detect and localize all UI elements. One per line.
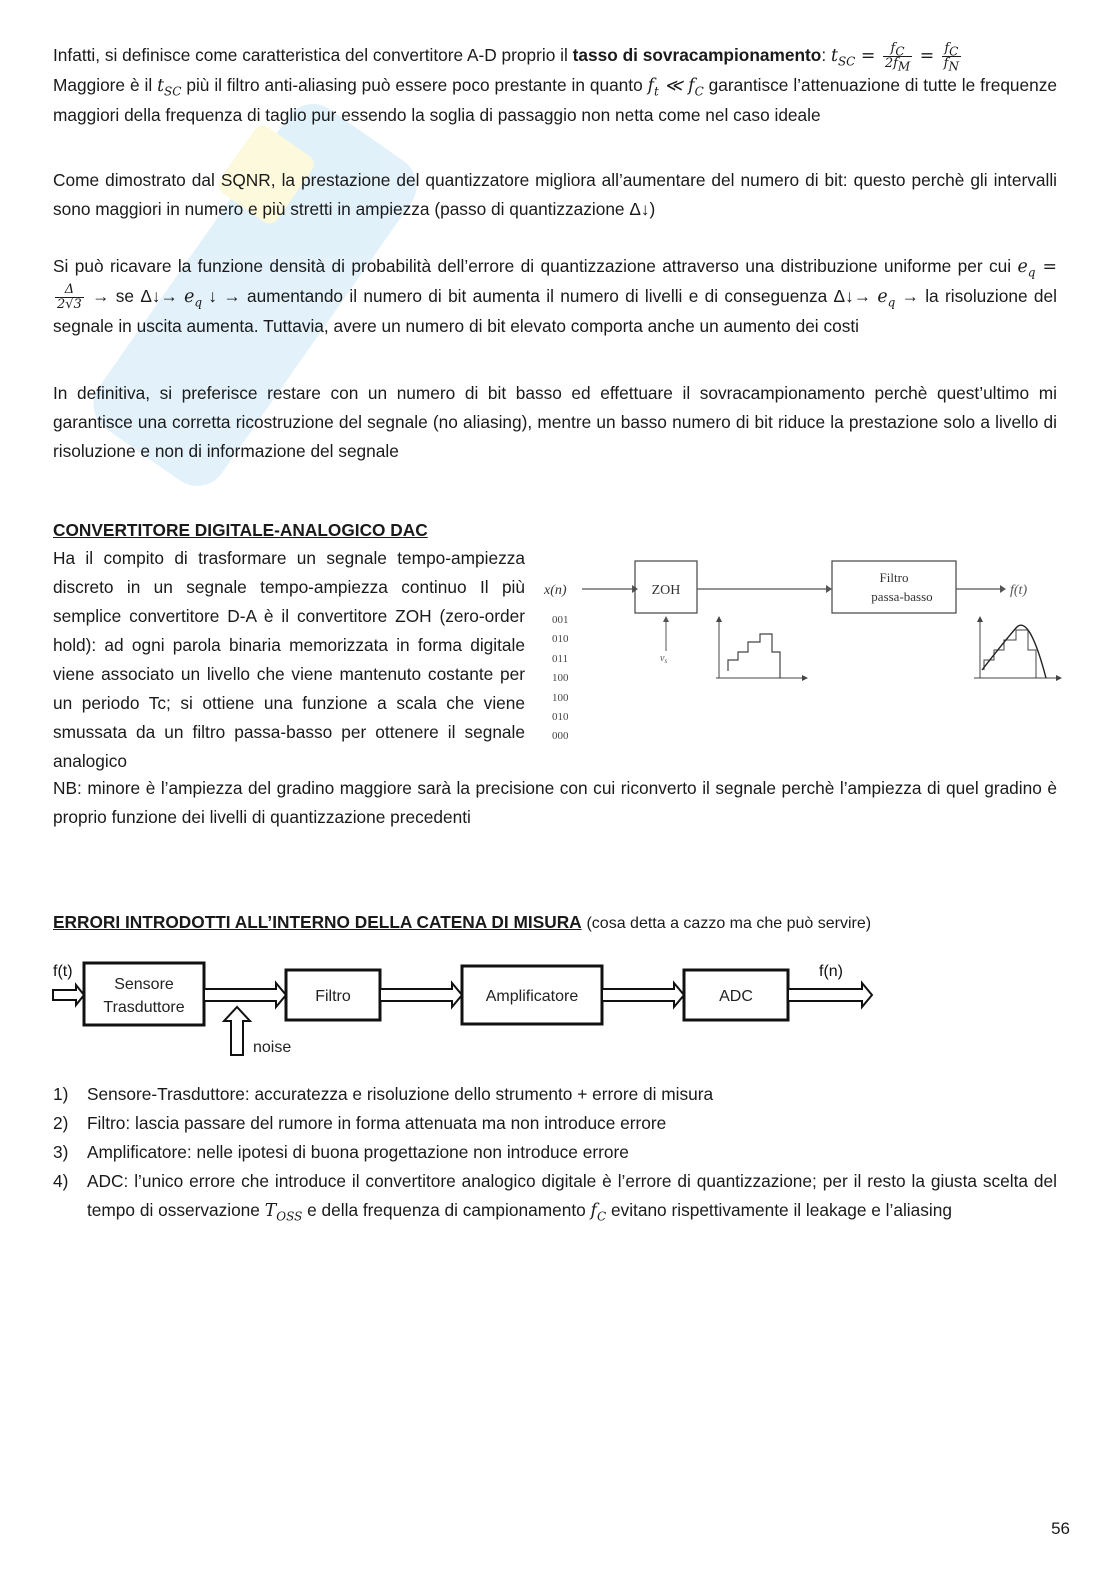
p1-line2-mid: più il filtro anti-aliasing può essere poco prestante in quanto: [181, 75, 648, 95]
chain-output-label: f(n): [819, 963, 843, 980]
list-item: 1) Sensore-Trasduttore: accuratezza e risoluzione dello strumento + errore di misura: [53, 1084, 714, 1104]
amplifier-block-label: Amplificatore: [485, 988, 579, 1005]
oversampling-term: tasso di sovracampionamento: [572, 45, 822, 65]
p3-text-b: → se Δ↓→: [85, 286, 185, 306]
code-5: 010: [552, 711, 569, 723]
zoh-label: ZOH: [651, 583, 681, 598]
code-0: 001: [552, 614, 569, 626]
p3-text-d: → la risoluzione del segnale in uscita aumenta. Tuttavia, avere un numero di bit elevato comporta anche un aumento dei costi: [53, 286, 1057, 336]
formula-tsc: $t_{SC}$ = $\frac{f_C}{2f_M}$ = $\frac{f_C}{f_N}$: [830, 41, 959, 74]
formula-ft-fc: $f_t$ ≪ $f_C$: [647, 76, 704, 99]
binary-codes: [552, 614, 569, 742]
p1-line2-end: garantisce l’attenuazione di tutte le frequenze maggiori della frequenza di taglio pur essendo la soglia di passaggio non netta come nel caso ideale: [53, 75, 1058, 125]
errors-heading: ERRORI INTRODOTTI ALL’INTERNO DELLA CATENA DI MISURA (cosa detta a cazzo ma che può servire): [53, 912, 872, 932]
filter-label-2: passa-basso: [871, 589, 933, 604]
code-3: 100: [552, 672, 569, 684]
errors-list: [53, 1080, 1057, 1226]
dac-output-label: f(t): [1010, 583, 1028, 598]
sensor-label-1: Sensore: [114, 976, 174, 993]
dac-description: Ha il compito di trasformare un segnale tempo-ampiezza discreto in un segnale tempo-ampiezza continuo Il più semplice convertitore D-A è il convertitore ZOH (zero-order hold): ad ogni parola binaria memorizzata in forma digitale viene associato un livello che viene mantenuto costante per un periodo Tc; si ottiene una funzione a scala che viene smussata da un filtro passa-basso per ottenere il segnale analogico: [53, 548, 525, 771]
dac-input-label: x(n): [544, 583, 567, 598]
dac-note: NB: minore è l’ampiezza del gradino maggiore sarà la precisione con cui riconverto il segnale perchè l’ampiezza di quel gradino è proprio funzione dei livelli di quantizzazione precedenti: [53, 778, 1057, 827]
page-number: 56: [1051, 1519, 1070, 1538]
errors-heading-note: (cosa detta a cazzo ma che può servire): [586, 915, 872, 932]
paragraph-conclusion: In definitiva, si preferisce restare con un numero di bit basso ed effettuare il sovracampionamento perchè quest’ultimo mi garantisce una corretta ricostruzione del segnale (no aliasing), mentre un basso numero di bit riduce la prestazione solo a livello di risoluzione e non di informazione del segnale: [53, 383, 1057, 461]
dac-heading: CONVERTITORE DIGITALE-ANALOGICO DAC: [53, 520, 428, 540]
filter-block-label: Filtro: [315, 988, 351, 1005]
zoh-staircase-plot: [716, 616, 808, 681]
p3-text-c: ↓ → aumentando il numero di bit aumenta il numero di livelli e di conseguenza Δ↓→: [202, 286, 878, 306]
sensor-label-2: Trasduttore: [103, 999, 185, 1016]
noise-label: noise: [253, 1039, 292, 1056]
chain-input-label: f(t): [53, 963, 73, 980]
dac-diagram: [538, 548, 1068, 748]
p3-text-a: Si può ricavare la funzione densità di probabilità dell’errore di quantizzazione attraverso una distribuzione uniforme per cui: [53, 256, 1018, 276]
lowpass-filter-block: [832, 561, 956, 613]
list-item: 2) Filtro: lascia passare del rumore in forma attenuata ma non introduce errore: [53, 1113, 667, 1133]
formula-eq: $e_q$ = $\frac{\Delta}{2√3}$: [57, 257, 1057, 312]
formula-toss: $T_{OSS}$: [264, 1201, 303, 1224]
code-2: 011: [552, 653, 569, 665]
paragraph-error-density: [53, 252, 1057, 341]
formula-tsc-inline: $t_{SC}$: [157, 76, 182, 99]
code-6: 000: [552, 730, 569, 742]
filter-label-1: Filtro: [879, 570, 909, 585]
formula-fc: $f_C$: [590, 1201, 607, 1224]
colon: :: [821, 45, 827, 65]
formula-eq-3: $e_q$: [877, 287, 896, 310]
formula-eq-2: $e_q$: [184, 287, 203, 310]
code-1: 010: [552, 633, 569, 645]
p1-line1-text: Infatti, si definisce come caratteristica del convertitore A-D proprio il: [53, 45, 573, 65]
vs-label: $v_s$: [660, 653, 668, 665]
measurement-chain-diagram: [50, 955, 880, 1065]
paragraph-sqnr: Come dimostrato dal SQNR, la prestazione del quantizzatore migliora all’aumentare del numero di bit: questo perchè gli intervalli sono maggiori in numero e più stretti in ampiezza (passo di quantizzazione Δ↓): [53, 170, 1057, 219]
adc-block-label: ADC: [719, 988, 753, 1005]
list-item: 4) ADC: l’unico errore che introduce il convertitore analogico digitale è l’errore di quantizzazione; per il resto la giusta scelta del tempo di osservazione $T_{OSS}$ e della frequenza di campionamento $f_C$ evitano rispettivamente il leakage e l’aliasing: [53, 1171, 1057, 1224]
paragraph-oversampling: [53, 41, 1057, 130]
smoothed-output-plot: [974, 616, 1062, 681]
p1-line2-text: Maggiore è il: [53, 75, 158, 95]
list-item: 3) Amplificatore: nelle ipotesi di buona progettazione non introduce errore: [53, 1142, 629, 1162]
code-4: 100: [552, 692, 569, 704]
